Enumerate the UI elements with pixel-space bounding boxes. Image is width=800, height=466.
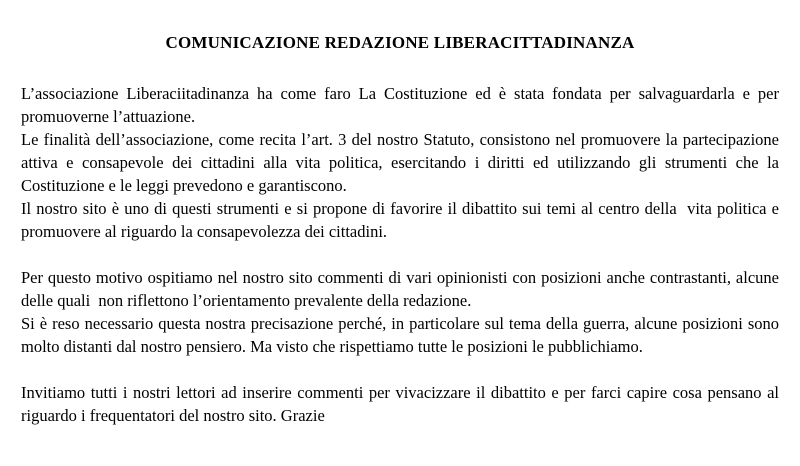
document-section-intro <box>21 82 784 243</box>
document-section-editorial-position <box>21 266 788 358</box>
paragraph-statute-goals: Le finalità dell’associazione, come recita l’art. 3 del nostro Statuto, consistono nel promuovere la partecipazione attiva e consapevole dei cittadini alla vita politica, esercitando i diritti ed utilizzando gli strumenti che la Costituzione e le leggi prevedono e garantiscono. <box>21 130 784 195</box>
document-section-invitation <box>21 381 784 427</box>
paragraph-reader-invitation: Invitiamo tutti i nostri lettori ad inserire commenti per vivacizzare il dibattito e per farci capire cosa pensano al riguardo i frequentatori del nostro sito. Grazie <box>21 383 784 425</box>
paragraph-site-purpose: Il nostro sito è uno di questi strumenti e si propone di favorire il dibattito sui temi al centro della vita politica e promuovere al riguardo la consapevolezza dei cittadini. <box>21 199 784 241</box>
paragraph-association-mission: L’associazione Liberaciitadinanza ha come faro La Costituzione ed è stata fondata per salvaguardarla e per promuoverne l’attuazione. <box>21 84 784 126</box>
paragraph-opinions-disclaimer: Per questo motivo ospitiamo nel nostro sito commenti di vari opinionisti con posizioni anche contrastanti, alcune delle quali non riflettono l’orientamento prevalente della redazione. <box>21 268 784 310</box>
document-title: COMUNICAZIONE REDAZIONE LIBERACITTADINANZA <box>165 33 635 52</box>
paragraph-precisazione-guerra: Si è reso necessario questa nostra precisazione perché, in particolare sul tema della guerra, alcune posizioni sono molto distanti dal nostro pensiero. Ma visto che rispettiamo tutte le posizioni le pubblichiamo. <box>21 314 788 356</box>
